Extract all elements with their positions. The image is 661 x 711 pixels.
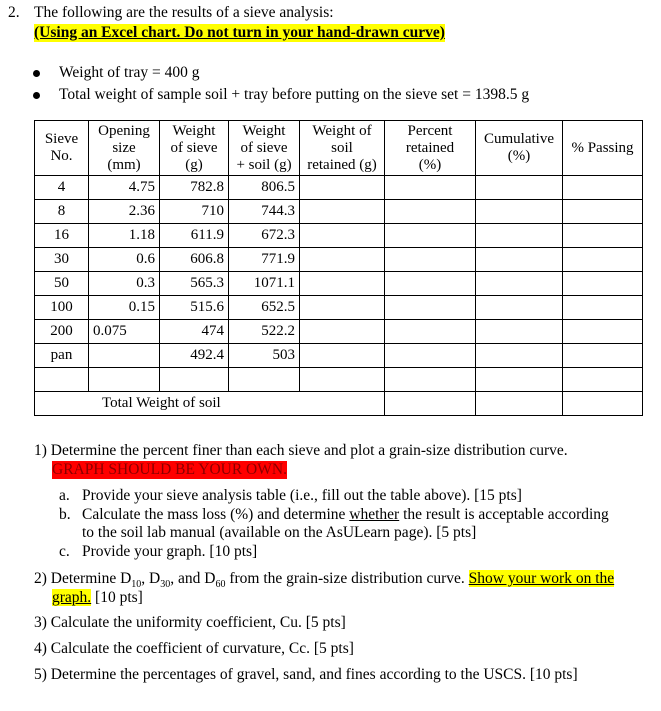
cell-weight-sieve-soil: 672.3 bbox=[229, 224, 300, 248]
cell-opening: 1.18 bbox=[89, 224, 160, 248]
cell-weight-sieve: 565.3 bbox=[160, 272, 229, 296]
total-weight-label: Total Weight of soil bbox=[35, 392, 385, 416]
cell-weight-retained bbox=[300, 296, 385, 320]
cell-passing bbox=[563, 320, 643, 344]
cell-weight-sieve-soil: 503 bbox=[229, 344, 300, 368]
task-1b-label: b. bbox=[59, 506, 71, 523]
cell-opening bbox=[89, 344, 160, 368]
graph-own-note: GRAPH SHOULD BE YOUR OWN. bbox=[52, 461, 287, 478]
table-row bbox=[35, 224, 643, 248]
cell-passing bbox=[563, 176, 643, 200]
total-weight: Total weight of sample soil + tray before putting on the sieve set = 1398.5 g bbox=[59, 86, 530, 103]
graph-highlight: graph. bbox=[52, 589, 92, 606]
cell-percent-retained bbox=[385, 224, 476, 248]
cell-weight-retained bbox=[300, 320, 385, 344]
table-row bbox=[35, 248, 643, 272]
table-footer-row bbox=[35, 392, 643, 416]
question-intro: The following are the results of a sieve analysis: bbox=[34, 4, 334, 21]
excel-instruction: (Using an Excel chart. Do not turn in your hand-drawn curve) bbox=[34, 24, 445, 41]
cell-cumulative bbox=[476, 296, 563, 320]
cell-weight-sieve-soil: 771.9 bbox=[229, 248, 300, 272]
header-sieve-no: Sieve No. bbox=[35, 121, 89, 176]
table-row bbox=[35, 272, 643, 296]
cell-cumulative bbox=[476, 200, 563, 224]
cell-sieve: 16 bbox=[35, 224, 89, 248]
table-row bbox=[35, 344, 643, 368]
cell-weight-sieve-soil: 744.3 bbox=[229, 200, 300, 224]
cell-opening: 0.6 bbox=[89, 248, 160, 272]
cell-weight-sieve: 782.8 bbox=[160, 176, 229, 200]
cell-sieve: 200 bbox=[35, 320, 89, 344]
cell-sieve: 100 bbox=[35, 296, 89, 320]
header-passing: % Passing bbox=[563, 121, 643, 176]
cell-passing bbox=[563, 344, 643, 368]
cell-percent-retained bbox=[385, 200, 476, 224]
table-row bbox=[35, 320, 643, 344]
cell-weight-sieve-soil: 652.5 bbox=[229, 296, 300, 320]
cell-weight-sieve: 515.6 bbox=[160, 296, 229, 320]
cell-opening: 4.75 bbox=[89, 176, 160, 200]
header-weight-retained: Weight of soil retained (g) bbox=[300, 121, 385, 176]
cell-sieve: 8 bbox=[35, 200, 89, 224]
cell-cumulative bbox=[476, 320, 563, 344]
cell-percent-retained bbox=[385, 272, 476, 296]
cell-weight-sieve: 710 bbox=[160, 200, 229, 224]
cell-weight-sieve: 606.8 bbox=[160, 248, 229, 272]
task-1-text: 1) Determine the percent finer than each sieve and plot a grain-size distribution curve. bbox=[34, 442, 568, 459]
cell-opening: 0.075 bbox=[89, 320, 160, 344]
cell-weight-sieve-soil: 806.5 bbox=[229, 176, 300, 200]
cell-opening: 0.15 bbox=[89, 296, 160, 320]
cell-weight-retained bbox=[300, 248, 385, 272]
cell-passing bbox=[563, 272, 643, 296]
task-1c-text: Provide your graph. [10 pts] bbox=[82, 543, 258, 560]
cell-weight-retained bbox=[300, 176, 385, 200]
cell-weight-retained bbox=[300, 344, 385, 368]
header-weight-sieve: Weight of sieve (g) bbox=[160, 121, 229, 176]
cell-passing bbox=[563, 296, 643, 320]
cell-cumulative bbox=[476, 248, 563, 272]
cell-weight-retained bbox=[300, 200, 385, 224]
header-percent-retained: Percent retained (%) bbox=[385, 121, 476, 176]
cell-weight-sieve-soil: 522.2 bbox=[229, 320, 300, 344]
cell-cumulative bbox=[476, 344, 563, 368]
task-2-line2: graph. [10 pts] bbox=[52, 589, 143, 606]
table-header-row bbox=[35, 121, 643, 176]
cell-sieve: 50 bbox=[35, 272, 89, 296]
cell-percent-retained bbox=[385, 296, 476, 320]
cell-weight-sieve-soil: 1071.1 bbox=[229, 272, 300, 296]
header-weight-sieve-soil: Weight of sieve + soil (g) bbox=[229, 121, 300, 176]
table-row bbox=[35, 176, 643, 200]
cell-sieve: 30 bbox=[35, 248, 89, 272]
bullet-dot bbox=[33, 70, 40, 77]
sieve-analysis-table bbox=[34, 120, 643, 416]
show-work-highlight: Show your work on the bbox=[468, 570, 615, 587]
cell-cumulative bbox=[476, 176, 563, 200]
cell-sieve: 4 bbox=[35, 176, 89, 200]
cell-weight-retained bbox=[300, 224, 385, 248]
cell-cumulative bbox=[476, 224, 563, 248]
tray-weight: Weight of tray = 400 g bbox=[59, 64, 200, 81]
cell-cumulative bbox=[476, 272, 563, 296]
cell-opening: 2.36 bbox=[89, 200, 160, 224]
task-1a-text: Provide your sieve analysis table (i.e., fill out the table above). [15 pts] bbox=[82, 487, 522, 504]
table-row bbox=[35, 296, 643, 320]
cell-weight-sieve: 474 bbox=[160, 320, 229, 344]
bullet-dot bbox=[33, 92, 40, 99]
table-row bbox=[35, 200, 643, 224]
task-4-text: 4) Calculate the coefficient of curvature, Cc. [5 pts] bbox=[34, 640, 354, 657]
cell-weight-sieve: 611.9 bbox=[160, 224, 229, 248]
task-1b-line1: Calculate the mass loss (%) and determine whether the result is acceptable according bbox=[82, 506, 609, 523]
cell-percent-retained bbox=[385, 320, 476, 344]
cell-percent-retained bbox=[385, 176, 476, 200]
cell-passing bbox=[563, 200, 643, 224]
cell-passing bbox=[563, 248, 643, 272]
task-1c-label: c. bbox=[59, 543, 70, 560]
task-1b-line2: to the soil lab manual (available on the AsULearn page). [5 pts] bbox=[82, 524, 477, 541]
cell-percent-retained bbox=[385, 344, 476, 368]
cell-passing bbox=[563, 224, 643, 248]
table-row-blank bbox=[35, 368, 643, 392]
task-5-text: 5) Determine the percentages of gravel, sand, and fines according to the USCS. [10 pts] bbox=[34, 666, 578, 683]
question-number: 2. bbox=[8, 4, 20, 21]
task-1a-label: a. bbox=[59, 487, 70, 504]
header-opening-size: Opening size (mm) bbox=[89, 121, 160, 176]
cell-weight-retained bbox=[300, 272, 385, 296]
task-2-line1: 2) Determine $D_{10}$, $D_{30}$, and $D_{60}$ from the grain-size distribution curve. Show your work on the bbox=[34, 570, 615, 591]
cell-weight-sieve: 492.4 bbox=[160, 344, 229, 368]
cell-sieve: pan bbox=[35, 344, 89, 368]
header-cumulative: Cumulative (%) bbox=[476, 121, 563, 176]
cell-opening: 0.3 bbox=[89, 272, 160, 296]
task-3-text: 3) Calculate the uniformity coefficient, Cu. [5 pts] bbox=[34, 614, 346, 631]
whether-underlined: whether bbox=[349, 506, 400, 523]
cell-percent-retained bbox=[385, 248, 476, 272]
